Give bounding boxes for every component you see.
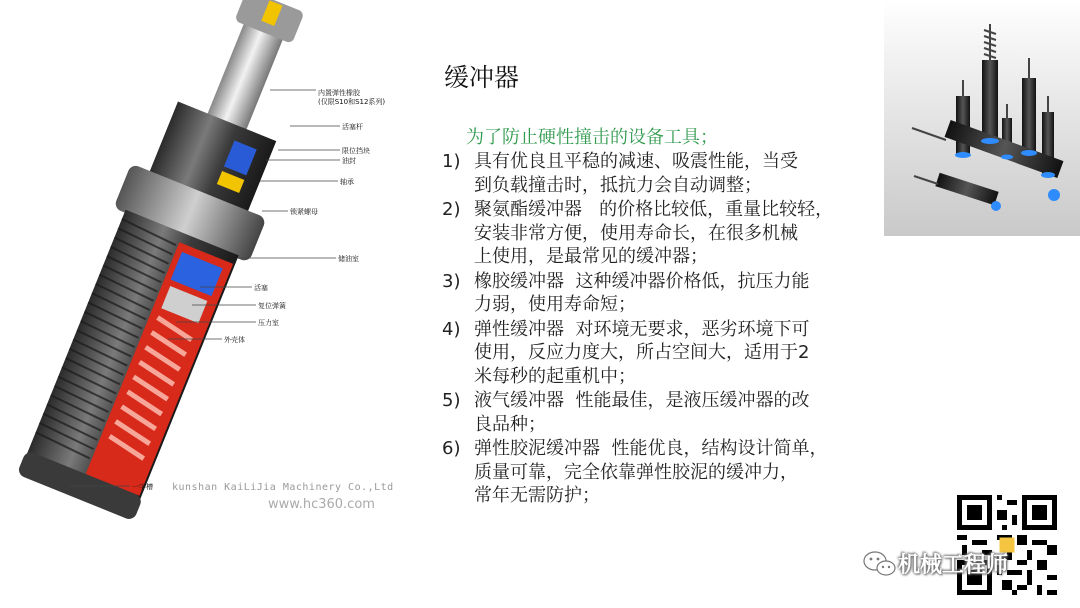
list-item-number: 5) xyxy=(442,390,461,411)
list-item-number: 3) xyxy=(442,270,461,292)
label-rubber-1: 内置弹性橡胶 xyxy=(318,89,360,97)
list-item-text: 弹性胶泥缓冲器 性能优良，结构设计简单， 质量可靠，完全依靠弹性胶泥的缓冲力， 常年无需防护； xyxy=(474,438,828,506)
label-bearing: 轴承 xyxy=(340,178,354,186)
label-locknut: 锁紧螺母 xyxy=(290,208,318,216)
list-item-number: 1) xyxy=(442,151,461,172)
list-item-number: 2) xyxy=(442,199,461,220)
buffer-types-list xyxy=(442,150,872,509)
watermark-company: kunshan KaiLiJia Machinery Co.,Ltd xyxy=(172,482,394,493)
list-item xyxy=(442,150,872,197)
shock-absorber-cutaway-diagram xyxy=(0,0,420,520)
list-item-text: 具有优良且平稳的减速、吸震性能，当受 到负载撞击时，抵抗力会自动调整； xyxy=(474,151,798,196)
list-item-text: 弹性缓冲器 对环境无要求，恶劣环境下可 使用，反应力度大，所占空间大，适用于2 米每秒的起重机中； xyxy=(474,318,810,387)
list-item xyxy=(442,270,872,317)
list-item-text: 橡胶缓冲器 这种缓冲器价格低，抗压力能 力弱，使用寿命短； xyxy=(474,270,810,315)
label-rubber-2: (仅限S10和S12系列) xyxy=(318,98,386,106)
label-piston: 活塞 xyxy=(254,284,268,292)
list-item-number: 6) xyxy=(442,438,461,459)
wechat-icon xyxy=(862,549,898,579)
label-slot: 一字槽 xyxy=(132,483,153,491)
label-return-spring: 复位弹簧 xyxy=(258,302,286,310)
label-rod: 活塞杆 xyxy=(342,123,363,131)
slide-title: 缓冲器 xyxy=(444,63,520,92)
list-item xyxy=(442,198,872,269)
watermark-site: www.hc360.com xyxy=(268,497,375,512)
label-housing: 外壳体 xyxy=(224,336,245,344)
product-photo xyxy=(884,0,1080,236)
wechat-watermark xyxy=(862,548,1008,579)
list-item-text: 液气缓冲器 性能最佳，是液压缓冲器的改 良品种； xyxy=(474,390,810,435)
cutaway-svg xyxy=(0,0,420,520)
list-item xyxy=(442,389,872,436)
list-item-text: 聚氨酯缓冲器 的价格比较低，重量比较轻， 安装非常方便，使用寿命长，在很多机械 上使用，是最常见的缓冲器； xyxy=(474,199,834,267)
slide-subtitle: 为了防止硬性撞击的设备工具； xyxy=(466,127,718,148)
label-pressure-chamber: 压力室 xyxy=(258,319,279,327)
list-item xyxy=(442,437,872,508)
qr-code[interactable] xyxy=(952,490,1062,600)
list-item xyxy=(442,318,872,389)
list-item-number: 4) xyxy=(442,318,461,340)
wechat-account-name: 机械工程师 xyxy=(898,553,1009,578)
label-seal: 油封 xyxy=(342,157,356,165)
label-oil-chamber: 储油室 xyxy=(338,255,359,263)
label-stop: 限位挡块 xyxy=(342,147,370,155)
